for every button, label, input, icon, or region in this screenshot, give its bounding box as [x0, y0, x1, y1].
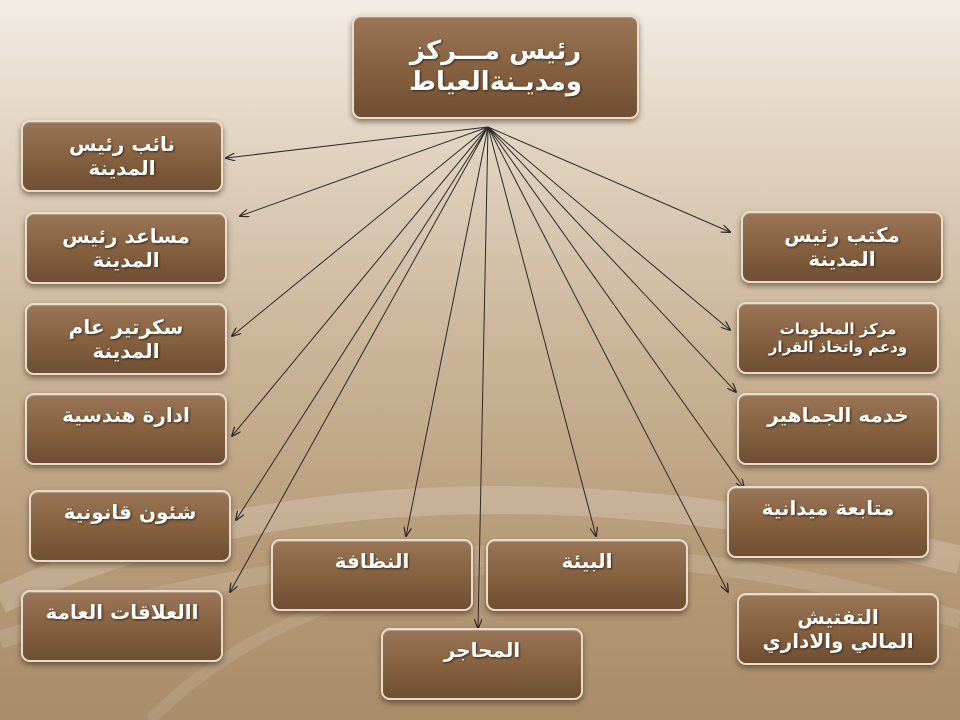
node-label: المدينة — [92, 248, 160, 272]
node-label: مكتب رئيس — [784, 223, 900, 247]
root-line1: رئيس مـــركز — [409, 35, 582, 66]
node-label: المدينة — [808, 247, 876, 271]
node-label: شئون قانونية — [63, 500, 197, 524]
node-vice-mayor — [21, 120, 223, 192]
node-label: النظافة — [334, 549, 410, 573]
node-label: المحاجر — [443, 638, 521, 662]
node-environment — [486, 539, 688, 611]
root-node — [352, 15, 639, 119]
node-label: ودعم واتخاذ القرار — [768, 338, 908, 356]
node-mayor-assistant — [25, 212, 227, 284]
root-line2: ومديـنةالعياط — [408, 67, 583, 97]
node-label: المدينة — [92, 339, 160, 363]
node-label: المدينة — [88, 156, 156, 180]
node-public-service — [737, 393, 939, 465]
node-field-followup — [727, 486, 929, 558]
node-label: سكرتير عام — [68, 315, 184, 339]
node-label: متابعة ميدانية — [761, 496, 895, 520]
node-label: مركز المعلومات — [779, 320, 897, 338]
node-info-center — [737, 302, 939, 374]
node-secretary-general — [25, 303, 227, 375]
node-legal-affairs — [29, 490, 231, 562]
node-label: التفتيش — [797, 605, 879, 629]
node-label: البيئة — [561, 549, 613, 573]
node-label: المالي والاداري — [762, 629, 914, 653]
node-label: االعلاقات العامة — [45, 600, 199, 624]
node-label: مساعد رئيس — [62, 224, 190, 248]
node-public-relations — [21, 590, 223, 662]
node-cleanliness — [271, 539, 473, 611]
node-quarries — [381, 628, 583, 700]
node-engineering — [25, 393, 227, 465]
node-label: خدمه الجماهير — [767, 403, 909, 427]
node-label: نائب رئيس — [68, 132, 176, 156]
node-label: ادارة هندسية — [62, 403, 190, 427]
node-mayor-office — [741, 211, 943, 283]
node-inspection — [737, 593, 939, 665]
